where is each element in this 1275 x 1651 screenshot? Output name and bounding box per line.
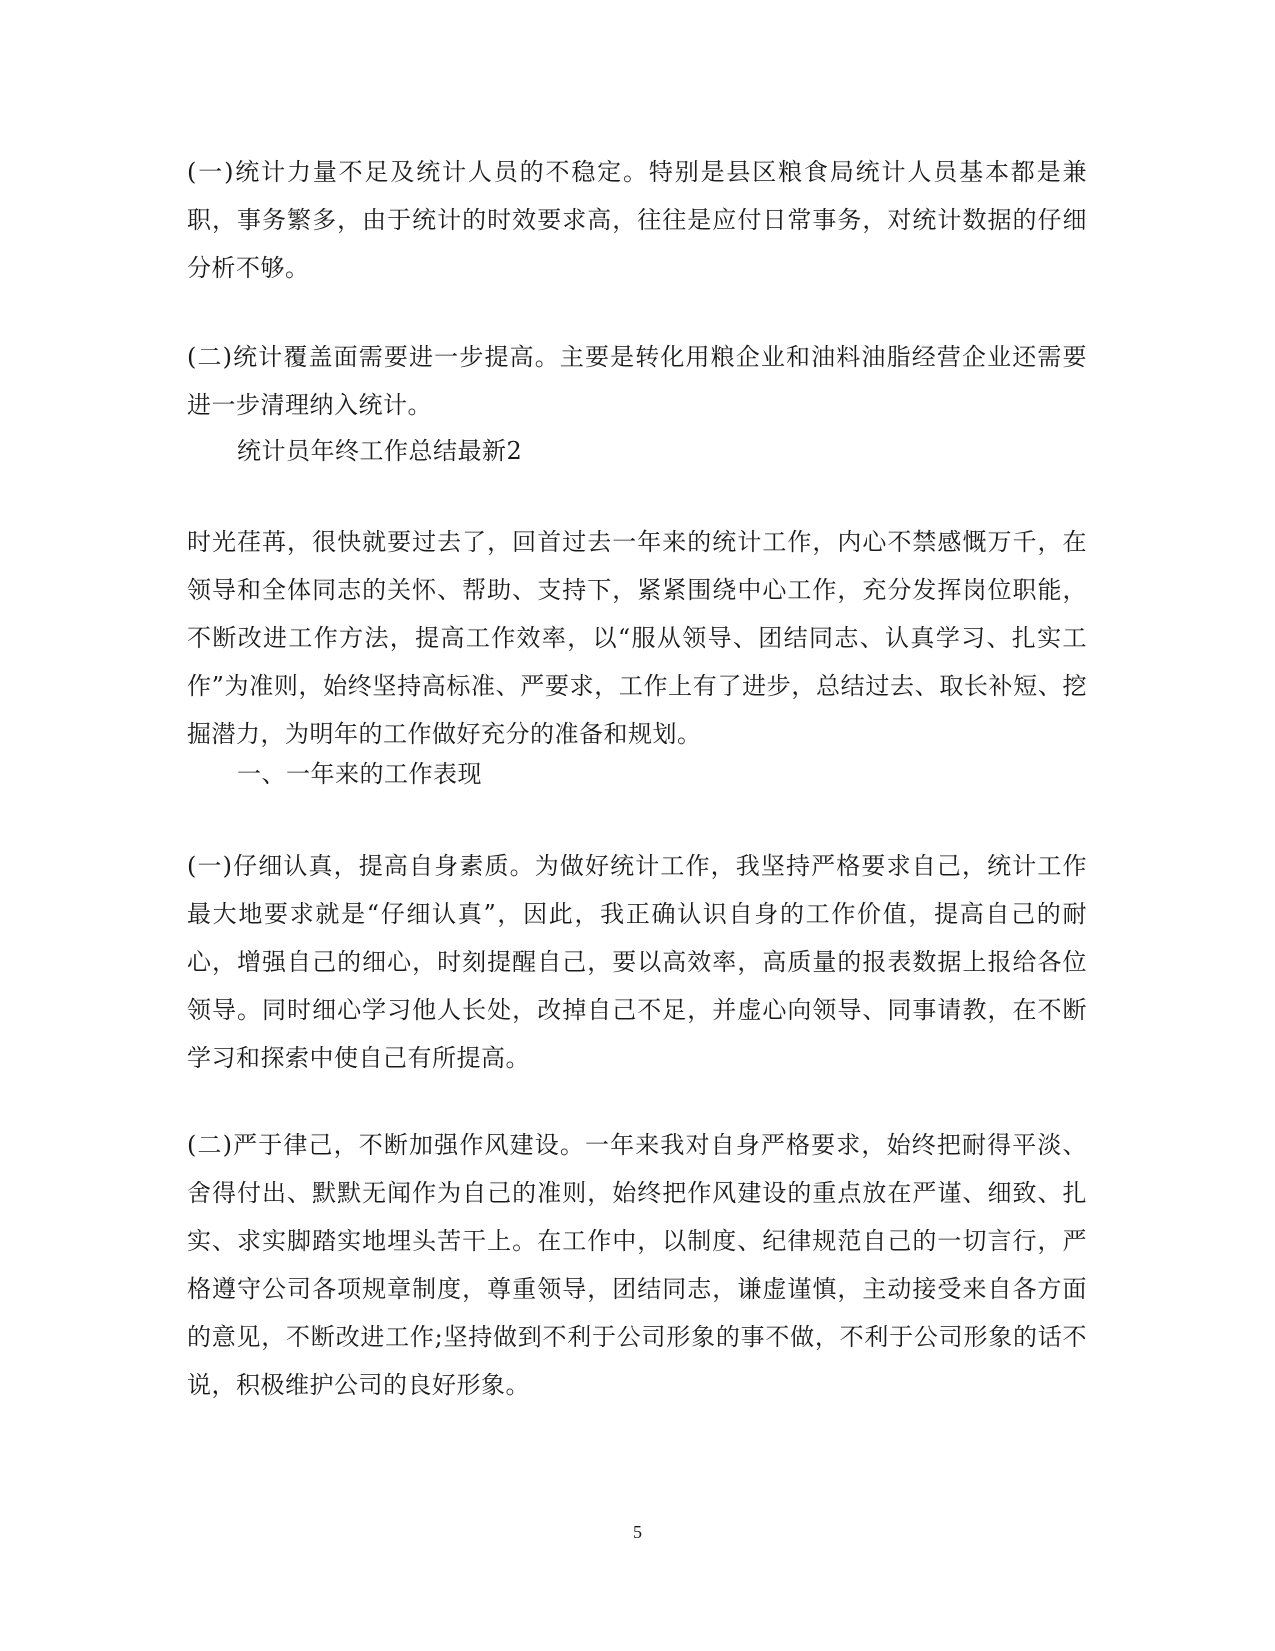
section-title: 统计员年终工作总结最新2	[237, 437, 523, 465]
paragraph-self-discipline: (二)严于律己，不断加强作风建设。一年来我对自身严格要求，始终把耐得平淡、舍得付出、默默无闻作为自己的准则，始终把作风建设的重点放在严谨、细致、扎实、求实脚踏实地埋头苦干上。在工作中，以制度、纪律规范自己的一切言行，严格遵守公司各项规章制度，尊重领导，团结同志，谦虚谨慎，主动接受来自各方面的意见，不断改进工作;坚持做到不利于公司形象的事不做，不利于公司形象的话不说，积极维护公司的良好形象。	[187, 1131, 1087, 1399]
section-heading-work-performance: 一、一年来的工作表现	[237, 760, 482, 788]
paragraph-careful-diligent: (一)仔细认真，提高自身素质。为做好统计工作，我坚持严格要求自己，统计工作最大地要求就是“仔细认真”，因此，我正确认识自身的工作价值，提高自己的耐心，增强自己的细心，时刻提醒自己，要以高效率，高质量的报表数据上报给各位领导。同时细心学习他人长处，改掉自己不足，并虚心向领导、同事请教，在不断学习和探索中使自己有所提高。	[187, 852, 1087, 1072]
page-number: 5	[633, 1522, 642, 1542]
paragraph-statistics-staffing: (一)统计力量不足及统计人员的不稳定。特别是县区粮食局统计人员基本都是兼职，事务繁多，由于统计的时效要求高，往往是应付日常事务，对统计数据的仔细分析不够。	[187, 158, 1087, 282]
paragraph-intro: 时光荏苒，很快就要过去了，回首过去一年来的统计工作，内心不禁感慨万千，在领导和全体同志的关怀、帮助、支持下，紧紧围绕中心工作，充分发挥岗位职能，不断改进工作方法，提高工作效率，以“服从领导、团结同志、认真学习、扎实工作”为准则，始终坚持高标准、严要求，工作上有了进步，总结过去、取长补短、挖掘潜力，为明年的工作做好充分的准备和规划。	[187, 528, 1087, 748]
paragraph-statistics-coverage: (二)统计覆盖面需要进一步提高。主要是转化用粮企业和油料油脂经营企业还需要进一步清理纳入统计。	[187, 343, 1087, 419]
